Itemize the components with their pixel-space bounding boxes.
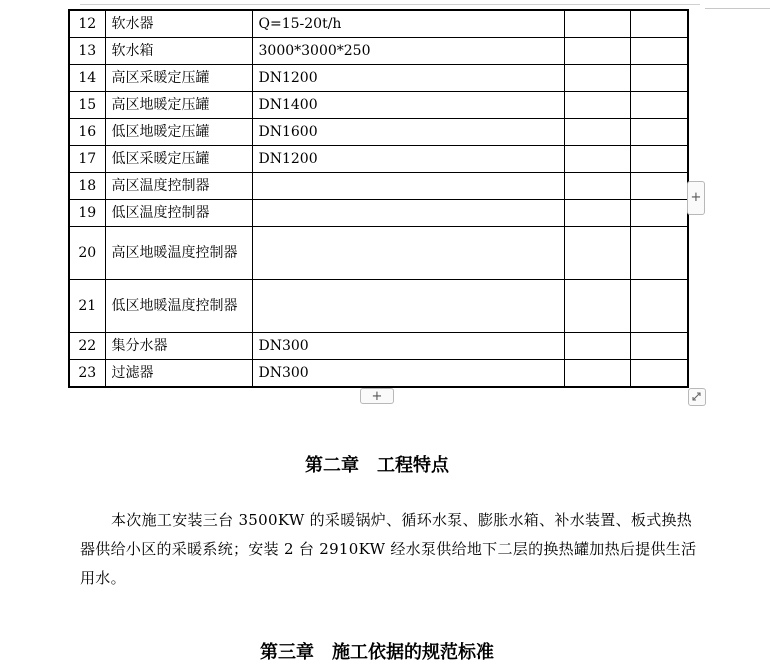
row-number[interactable]: 23 (69, 360, 105, 388)
plus-icon: + (690, 190, 702, 205)
equipment-spec[interactable]: DN1200 (252, 146, 564, 173)
empty-cell[interactable] (630, 10, 688, 38)
row-number[interactable]: 16 (69, 119, 105, 146)
empty-cell[interactable] (564, 280, 630, 333)
equipment-name[interactable]: 高区地暖定压罐 (105, 92, 252, 119)
table-row (69, 119, 688, 146)
empty-cell[interactable] (564, 360, 630, 388)
row-number[interactable]: 19 (69, 200, 105, 227)
equipment-name[interactable]: 低区采暖定压罐 (105, 146, 252, 173)
row-number[interactable]: 22 (69, 333, 105, 360)
add-row-button[interactable] (360, 388, 394, 404)
equipment-name[interactable]: 高区温度控制器 (105, 173, 252, 200)
row-number[interactable]: 21 (69, 280, 105, 333)
equipment-spec[interactable] (252, 200, 564, 227)
table-row (69, 280, 688, 333)
equipment-name[interactable]: 高区采暖定压罐 (105, 65, 252, 92)
equipment-spec[interactable] (252, 173, 564, 200)
empty-cell[interactable] (630, 173, 688, 200)
equipment-spec[interactable] (252, 280, 564, 333)
table-row (69, 173, 688, 200)
table-row (69, 200, 688, 227)
chapter-heading: 第二章 工程特点 (305, 455, 449, 476)
empty-cell[interactable] (630, 146, 688, 173)
add-column-button[interactable] (687, 181, 705, 215)
equipment-name[interactable]: 集分水器 (105, 333, 252, 360)
resize-icon (689, 389, 705, 405)
equipment-table-body (69, 10, 688, 387)
equipment-spec[interactable]: 3000*3000*250 (252, 38, 564, 65)
table-row (69, 65, 688, 92)
empty-cell[interactable] (564, 92, 630, 119)
equipment-name[interactable]: 软水器 (105, 10, 252, 38)
empty-cell[interactable] (564, 10, 630, 38)
empty-cell[interactable] (630, 360, 688, 388)
equipment-spec[interactable]: Q=15-20t/h (252, 10, 564, 38)
row-number[interactable]: 12 (69, 10, 105, 38)
table-row (69, 333, 688, 360)
table-row (69, 92, 688, 119)
equipment-name[interactable]: 低区温度控制器 (105, 200, 252, 227)
table-resize-handle[interactable] (688, 388, 706, 406)
row-number[interactable]: 15 (69, 92, 105, 119)
table-row (69, 10, 688, 38)
empty-cell[interactable] (630, 119, 688, 146)
equipment-name[interactable]: 低区地暖定压罐 (105, 119, 252, 146)
table-row (69, 38, 688, 65)
empty-cell[interactable] (564, 333, 630, 360)
empty-cell[interactable] (630, 38, 688, 65)
chapter-heading: 第三章 施工依据的规范标准 (260, 642, 494, 663)
empty-cell[interactable] (564, 119, 630, 146)
row-number[interactable]: 17 (69, 146, 105, 173)
empty-cell[interactable] (630, 200, 688, 227)
equipment-name[interactable]: 软水箱 (105, 38, 252, 65)
empty-cell[interactable] (564, 200, 630, 227)
empty-cell[interactable] (630, 65, 688, 92)
empty-cell[interactable] (564, 146, 630, 173)
equipment-spec[interactable]: DN1200 (252, 65, 564, 92)
equipment-name[interactable]: 过滤器 (105, 360, 252, 388)
row-number[interactable]: 14 (69, 65, 105, 92)
plus-icon: + (371, 389, 383, 404)
row-number[interactable]: 18 (69, 173, 105, 200)
empty-cell[interactable] (564, 173, 630, 200)
page-corner-rule (705, 8, 770, 9)
equipment-spec[interactable] (252, 227, 564, 280)
equipment-table (68, 9, 689, 388)
equipment-spec[interactable]: DN1400 (252, 92, 564, 119)
table-row (69, 227, 688, 280)
row-number[interactable]: 20 (69, 227, 105, 280)
empty-cell[interactable] (630, 280, 688, 333)
empty-cell[interactable] (564, 65, 630, 92)
equipment-spec[interactable]: DN1600 (252, 119, 564, 146)
empty-cell[interactable] (630, 92, 688, 119)
empty-cell[interactable] (630, 227, 688, 280)
page-top-rule (80, 4, 700, 5)
row-number[interactable]: 13 (69, 38, 105, 65)
equipment-name[interactable]: 低区地暖温度控制器 (105, 280, 252, 333)
equipment-name[interactable]: 高区地暖温度控制器 (105, 227, 252, 280)
equipment-spec[interactable]: DN300 (252, 360, 564, 388)
empty-cell[interactable] (564, 227, 630, 280)
body-paragraph: 本次施工安装三台 3500KW 的采暖锅炉、循环水泵、膨胀水箱、补水装置、板式换热器供给小区的采暖系统；安装 2 台 2910KW 经水泵供给地下二层的换热罐加热后提供生活用水。 (80, 511, 697, 587)
empty-cell[interactable] (564, 38, 630, 65)
equipment-spec[interactable]: DN300 (252, 333, 564, 360)
empty-cell[interactable] (630, 333, 688, 360)
table-row (69, 146, 688, 173)
table-row (69, 360, 688, 388)
